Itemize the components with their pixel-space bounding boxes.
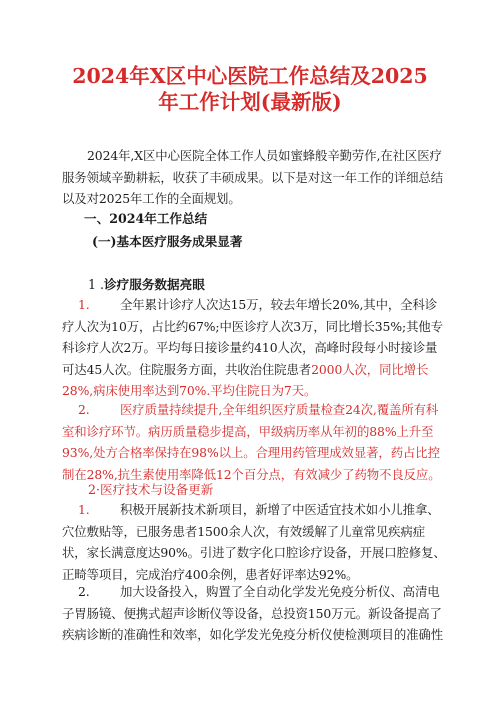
paragraph-3 bbox=[62, 499, 448, 585]
paragraph-4 bbox=[62, 581, 448, 646]
item-heading-1-text: 诊疗服务数据亮眼 bbox=[104, 277, 205, 292]
document-title-line2: 年工作计划(最新版) bbox=[158, 90, 342, 114]
subsection-heading: (一)基本医疗服务成果显著 bbox=[92, 234, 243, 249]
intro-paragraph: 2024年,X区中心医院全体工作人员如蜜蜂般辛勤劳作,在社区医疗服务领域辛勤耕耘，收获了丰硕成果。以下是对这一年工作的详细总结以及对2025年工作的全面规划。 bbox=[62, 148, 444, 206]
item-heading-1-num: 1 . bbox=[88, 277, 105, 292]
document-title-line1: 2024年X区中心医院工作总结及2025 bbox=[72, 64, 428, 88]
section-heading: 一、2024年工作总结 bbox=[84, 211, 208, 226]
paragraph-2-text: 医疗质量持续提升,全年组织医疗质量检查24次,覆盖所有科室和诊疗环节。病历质量稳步提高，甲级病历率从年初的88%上升至93%,处方合格率保持在98%以上。合理用药管理成效显著，药占比控制在28%,抗生素使用率降低12个百分点，有效减少了药物不良反应。 bbox=[62, 402, 441, 482]
paragraph-1-text: 全年累计诊疗人次达15万，较去年增长20%,其中，全科诊疗人次为10万，占比约67%;中医诊疗人次3万，同比增长35%;其他专科诊疗人次2万。平均每日接诊量约410人次，高峰时段每小时接诊量可达45人次。住院服务方面，共收治住院患者 bbox=[62, 297, 443, 377]
paragraph-4-text: 加大设备投入，购置了全自动化学发光免疫分析仪、高清电子胃肠镜、便携式超声诊断仪等设备，总投资150万元。新设备提高了疾病诊断的准确性和效率，如化学发光免疫分析仪使检测项目的准确性 bbox=[62, 584, 444, 642]
item-heading-1 bbox=[88, 274, 205, 293]
paragraph-2 bbox=[62, 399, 448, 485]
paragraph-1-num: 1. bbox=[78, 297, 90, 312]
paragraph-1-highlight: 2000人次，同比增长28%,病床使用率达到70%.平均住院日为7天。 bbox=[62, 361, 429, 398]
paragraph-1 bbox=[62, 294, 448, 402]
paragraph-3-text: 积极开展新技术新项目，新增了中医适宜技术如小儿推拿、穴位敷贴等，已服务患者1500余人次，有效缓解了儿童常见疾病症状，家长满意度达90%。引进了数字化口腔诊疗设备，开展口腔修复、正畸等项目，完成治疗400余例，患者好评率达92%。 bbox=[62, 502, 446, 582]
paragraph-2-num: 2. bbox=[78, 402, 90, 417]
paragraph-3-num: 1. bbox=[78, 502, 90, 517]
item-heading-2: 2·医疗技术与设备更新 bbox=[88, 482, 214, 497]
paragraph-4-num: 2. bbox=[78, 584, 90, 599]
